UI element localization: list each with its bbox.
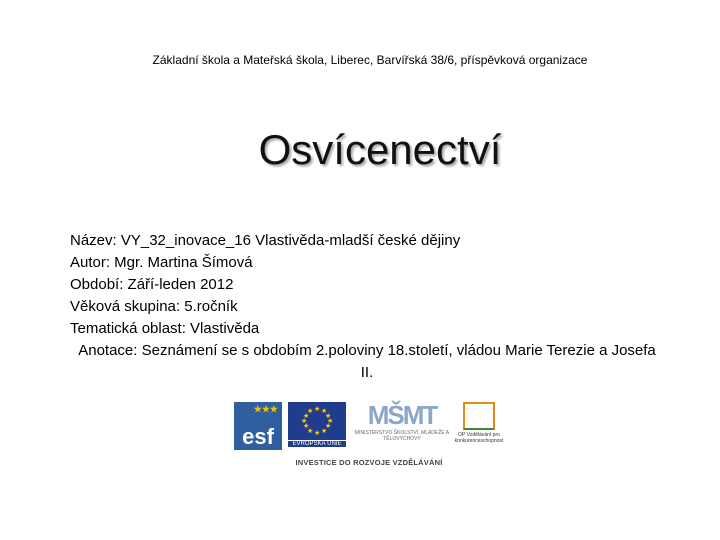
info-anotace: Anotace: Seznámení se s obdobím 2.poloviny 18.století, vládou Marie Terezie a Josefa II. <box>78 342 656 381</box>
eu-logo-label: EVROPSKÁ UNIE <box>288 441 346 447</box>
info-block <box>70 230 660 384</box>
msmt-logo <box>354 400 450 452</box>
logo-strip <box>228 396 510 474</box>
info-autor: Autor: Mgr. Martina Šímová <box>70 254 253 271</box>
msmt-logo-text: MINISTERSTVO ŠKOLSTVÍ, MLÁDEŽE A TĚLOVÝCHOVY <box>354 430 450 442</box>
msmt-mark: MŠMT <box>367 400 437 430</box>
eu-logo <box>288 402 348 450</box>
info-oblast: Tematická oblast: Vlastivěda <box>70 320 260 337</box>
stars-icon: ★★★ <box>253 404 278 414</box>
esf-logo-text: esf <box>242 424 274 449</box>
esf-logo <box>234 402 282 450</box>
school-header: Základní škola a Mateřská škola, Liberec, Barvířská 38/6, příspěvková organizace <box>152 53 588 67</box>
eu-flag-icon: ★ ★ ★ ★ ★ ★ ★ ★ ★ ★ ★ ★ <box>288 402 346 440</box>
op-house-icon <box>463 402 495 430</box>
op-logo-text: OP Vzdělávání pro konkurenceschopnost <box>454 432 504 444</box>
slide-title: Osvícenectví <box>258 126 502 173</box>
info-skupina: Věková skupina: 5.ročník <box>70 298 238 315</box>
logos-caption: INVESTICE DO ROZVOJE VZDĚLÁVÁNÍ <box>295 458 443 467</box>
op-logo <box>454 402 504 452</box>
info-obdobi: Období: Září-leden 2012 <box>70 276 234 293</box>
info-nazev: Název: VY_32_inovace_16 Vlastivěda-mladší české dějiny <box>70 232 461 249</box>
